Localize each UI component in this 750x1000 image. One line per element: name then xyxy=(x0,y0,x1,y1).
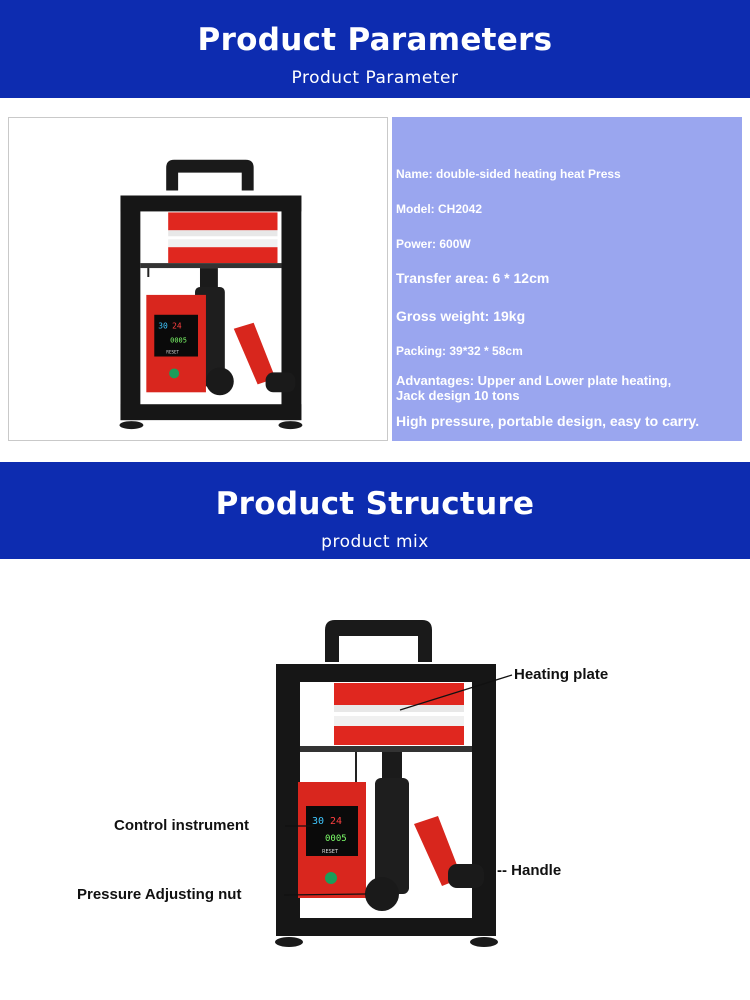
spec-name: Name: double-sided heating heat Press xyxy=(396,167,621,181)
specs-panel xyxy=(392,117,742,441)
product-photo-frame xyxy=(8,117,388,441)
spec-high-pressure: High pressure, portable design, easy to carry. xyxy=(396,413,700,429)
parameters-subtitle: Product Parameter xyxy=(291,68,459,88)
structure-reset-label: RESET xyxy=(322,849,339,855)
callout-heating-plate: Heating plate xyxy=(514,666,609,683)
structure-banner xyxy=(0,462,750,559)
spec-power: Power: 600W xyxy=(396,237,471,251)
spec-transfer-area: Transfer area: 6 * 12cm xyxy=(396,270,550,286)
spec-model: Model: CH2042 xyxy=(396,202,483,216)
spec-packing: Packing: 39*32 * 58cm xyxy=(396,344,523,358)
structure-press-image xyxy=(0,560,750,1000)
callout-pressure-nut: Pressure Adjusting nut xyxy=(77,886,242,903)
display-readout-1: 30 xyxy=(158,321,168,331)
heat-press-image xyxy=(9,118,387,440)
display-readout-2: 24 xyxy=(172,321,182,331)
parameters-title: Product Parameters xyxy=(197,22,553,58)
structure-display-readout-1: 30 xyxy=(312,816,325,827)
callout-control-instrument: Control instrument xyxy=(114,817,249,834)
parameters-banner xyxy=(0,0,750,98)
structure-title: Product Structure xyxy=(215,486,535,522)
spec-advantages-cont: Jack design 10 tons xyxy=(396,388,520,403)
structure-display-readout-2: 24 xyxy=(330,816,343,827)
display-readout-3: 0005 xyxy=(170,336,187,345)
structure-subtitle: product mix xyxy=(321,532,429,552)
structure-display-readout-3: 0005 xyxy=(325,834,347,844)
callout-handle: -- Handle xyxy=(497,862,562,879)
spec-gross-weight: Gross weight: 19kg xyxy=(396,308,526,324)
spec-advantages: Advantages: Upper and Lower plate heating, xyxy=(396,373,672,388)
reset-label: RESET xyxy=(166,349,179,355)
